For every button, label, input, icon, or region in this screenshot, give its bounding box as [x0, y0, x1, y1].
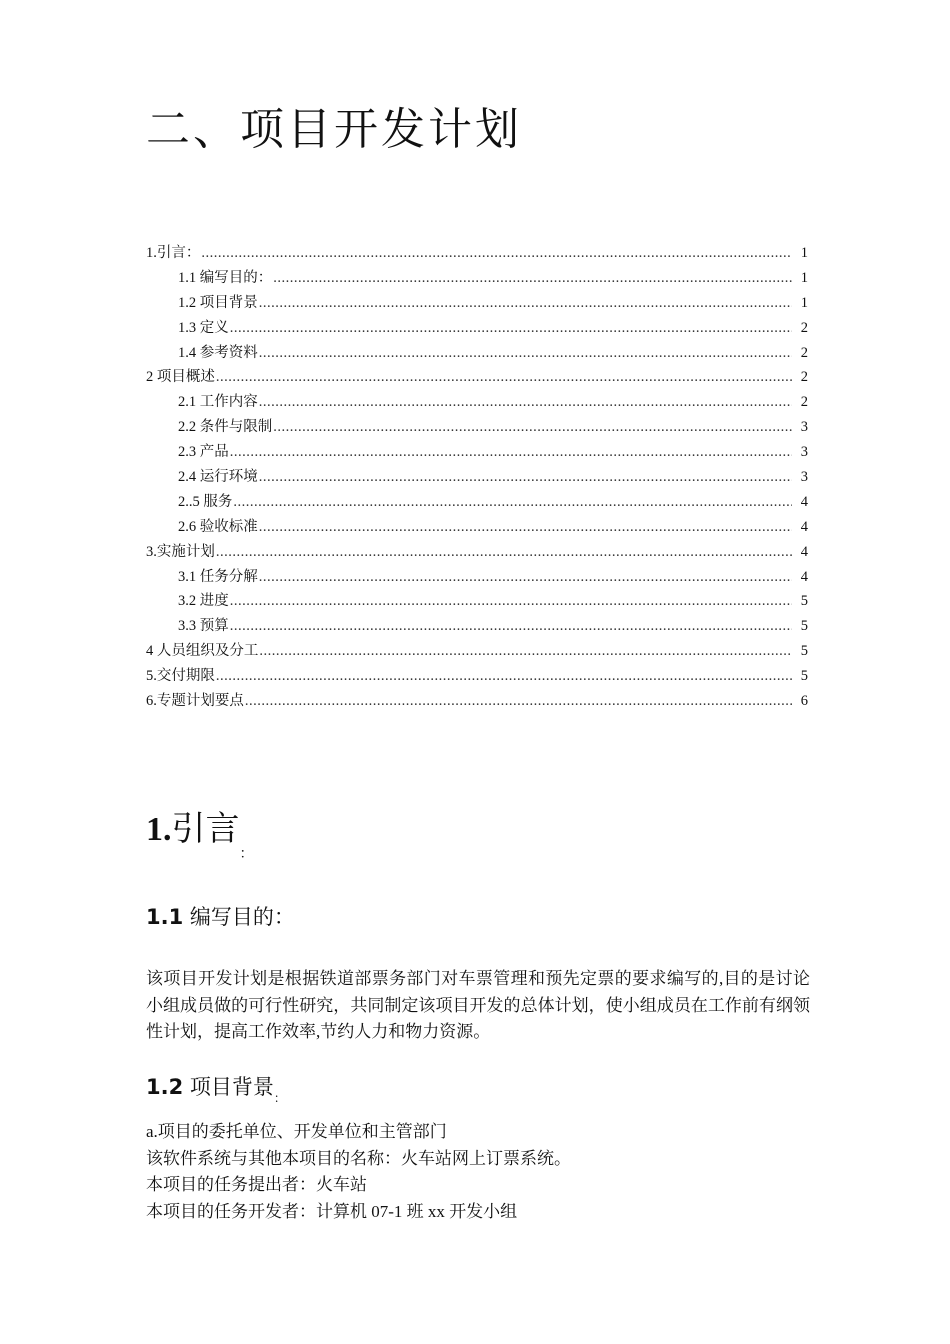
toc-entry[interactable]: [146, 664, 808, 689]
toc-dot-leader: [230, 589, 792, 614]
section-1-2-body: [146, 1119, 810, 1225]
body-line: 本项目的任务提出者：火车站: [146, 1175, 367, 1194]
toc-entry[interactable]: [146, 390, 808, 415]
toc-entry-page-number: 3: [800, 469, 808, 486]
toc-entry-page-number: 4: [800, 493, 808, 510]
toc-entry-label: 2.1 工作内容: [178, 394, 258, 411]
toc-entry[interactable]: [146, 415, 808, 440]
toc-entry-label: 1.3 定义: [178, 319, 229, 336]
toc-entry-page-number: 5: [800, 618, 808, 635]
section-1-1-heading: [146, 901, 295, 933]
toc-entry-page-number: 1: [800, 245, 808, 261]
toc-entry[interactable]: [146, 515, 808, 540]
toc-entry-label: 1.1 编写目的：: [178, 269, 273, 286]
toc-entry[interactable]: [146, 540, 808, 565]
toc-entry-page-number: 5: [800, 643, 808, 660]
toc-entry-label: 2.3 产品: [178, 444, 229, 461]
section-1-1-number: 1.1: [146, 905, 184, 929]
toc-entry-page-number: 5: [800, 593, 808, 610]
section-1-2-title: 项目背景: [183, 1075, 274, 1099]
toc-entry-page-number: 2: [800, 344, 808, 361]
toc-entry-page-number: 1: [800, 294, 808, 311]
toc-dot-leader: [216, 540, 792, 565]
toc-entry-page-number: 6: [800, 693, 808, 710]
toc-entry-page-number: 3: [800, 419, 808, 436]
toc-entry-label: 2..5 服务: [178, 493, 233, 510]
toc-entry[interactable]: [146, 490, 808, 515]
toc-entry-label: 2.2 条件与限制: [178, 419, 273, 436]
toc-entry[interactable]: [146, 241, 808, 266]
section-1-colon: ：: [239, 846, 254, 862]
toc-entry[interactable]: [146, 614, 808, 639]
toc-entry-page-number: 3: [800, 444, 808, 461]
toc-dot-leader: [230, 440, 792, 465]
toc-entry-label: 1.4 参考资料: [178, 344, 258, 361]
toc-entry[interactable]: [146, 291, 808, 316]
toc-dot-leader: [230, 316, 792, 341]
toc-dot-leader: [259, 515, 792, 540]
toc-entry[interactable]: [146, 440, 808, 465]
toc-entry-page-number: 2: [800, 394, 808, 411]
toc-entry-page-number: 2: [800, 369, 808, 386]
toc-dot-leader: [216, 365, 792, 390]
section-1-2-heading: [146, 1071, 286, 1114]
toc-dot-leader: [259, 390, 792, 415]
toc-entry[interactable]: [146, 589, 808, 614]
toc-entry-page-number: 2: [800, 319, 808, 336]
section-1-title: 引言: [171, 809, 240, 849]
section-1-1-paragraph: 该项目开发计划是根据铁道部票务部门对车票管理和预先定票的要求编写的,目的是讨论小组成员做的可行性研究，共同制定该项目开发的总体计划，使小组成员在工作前有纲领性计划，提高工作效率,节约人力和物力资源。: [146, 969, 810, 1041]
toc-entry-label: 3.实施计划: [146, 543, 215, 560]
body-line: 本项目的任务开发者：计算机 07-1 班 xx 开发小组: [146, 1201, 518, 1221]
toc-dot-leader: [201, 241, 792, 266]
toc-entry[interactable]: [146, 266, 808, 291]
toc-dot-leader: [273, 415, 792, 440]
toc-entry[interactable]: [146, 341, 808, 366]
body-line: a.项目的委托单位、开发单位和主管部门: [146, 1122, 447, 1141]
toc-entry-label: 3.1 任务分解: [178, 568, 258, 585]
toc-dot-leader: [259, 639, 792, 664]
toc-entry-label: 2 项目概述: [146, 369, 215, 386]
toc-entry-label: 1.引言：: [146, 245, 201, 261]
document-title: 二、项目开发计划: [146, 104, 522, 155]
toc-entry[interactable]: [146, 316, 808, 341]
toc-entry-label: 3.2 进度: [178, 593, 229, 610]
toc-entry[interactable]: [146, 565, 808, 590]
toc-entry[interactable]: [146, 689, 808, 714]
toc-entry[interactable]: [146, 465, 808, 490]
toc-dot-leader: [216, 664, 792, 689]
toc-entry-page-number: 4: [800, 568, 808, 585]
toc-entry-label: 1.2 项目背景: [178, 294, 258, 311]
section-1-number: 1.: [146, 811, 172, 848]
toc-dot-leader: [259, 341, 792, 366]
toc-dot-leader: [230, 614, 792, 639]
toc-entry-page-number: 4: [800, 518, 808, 535]
toc-entry-label: 4 人员组织及分工: [146, 643, 259, 660]
toc-entry[interactable]: [146, 639, 808, 664]
toc-entry-label: 3.3 预算: [178, 618, 229, 635]
section-1-2-number: 1.2: [146, 1075, 184, 1099]
toc-dot-leader: [259, 465, 792, 490]
toc-entry-label: 2.4 运行环境: [178, 469, 258, 486]
section-1-heading: [146, 804, 254, 879]
toc-dot-leader: [245, 689, 792, 714]
toc-dot-leader: [273, 266, 792, 291]
section-1-1-title: 编写目的：: [183, 905, 295, 929]
body-line: 该软件系统与其他本项目的名称：火车站网上订票系统。: [146, 1148, 571, 1168]
toc-entry[interactable]: [146, 365, 808, 390]
toc-entry-page-number: 5: [800, 668, 808, 685]
table-of-contents: [146, 241, 808, 714]
toc-dot-leader: [233, 490, 792, 515]
toc-entry-label: 6.专题计划要点: [146, 693, 244, 710]
toc-entry-page-number: 4: [800, 543, 808, 560]
toc-dot-leader: [259, 565, 792, 590]
section-1-2-colon: ：: [273, 1091, 286, 1105]
toc-dot-leader: [259, 291, 792, 316]
toc-entry-label: 2.6 验收标准: [178, 518, 258, 535]
toc-entry-label: 5.交付期限: [146, 668, 215, 685]
toc-entry-page-number: 1: [800, 269, 808, 286]
